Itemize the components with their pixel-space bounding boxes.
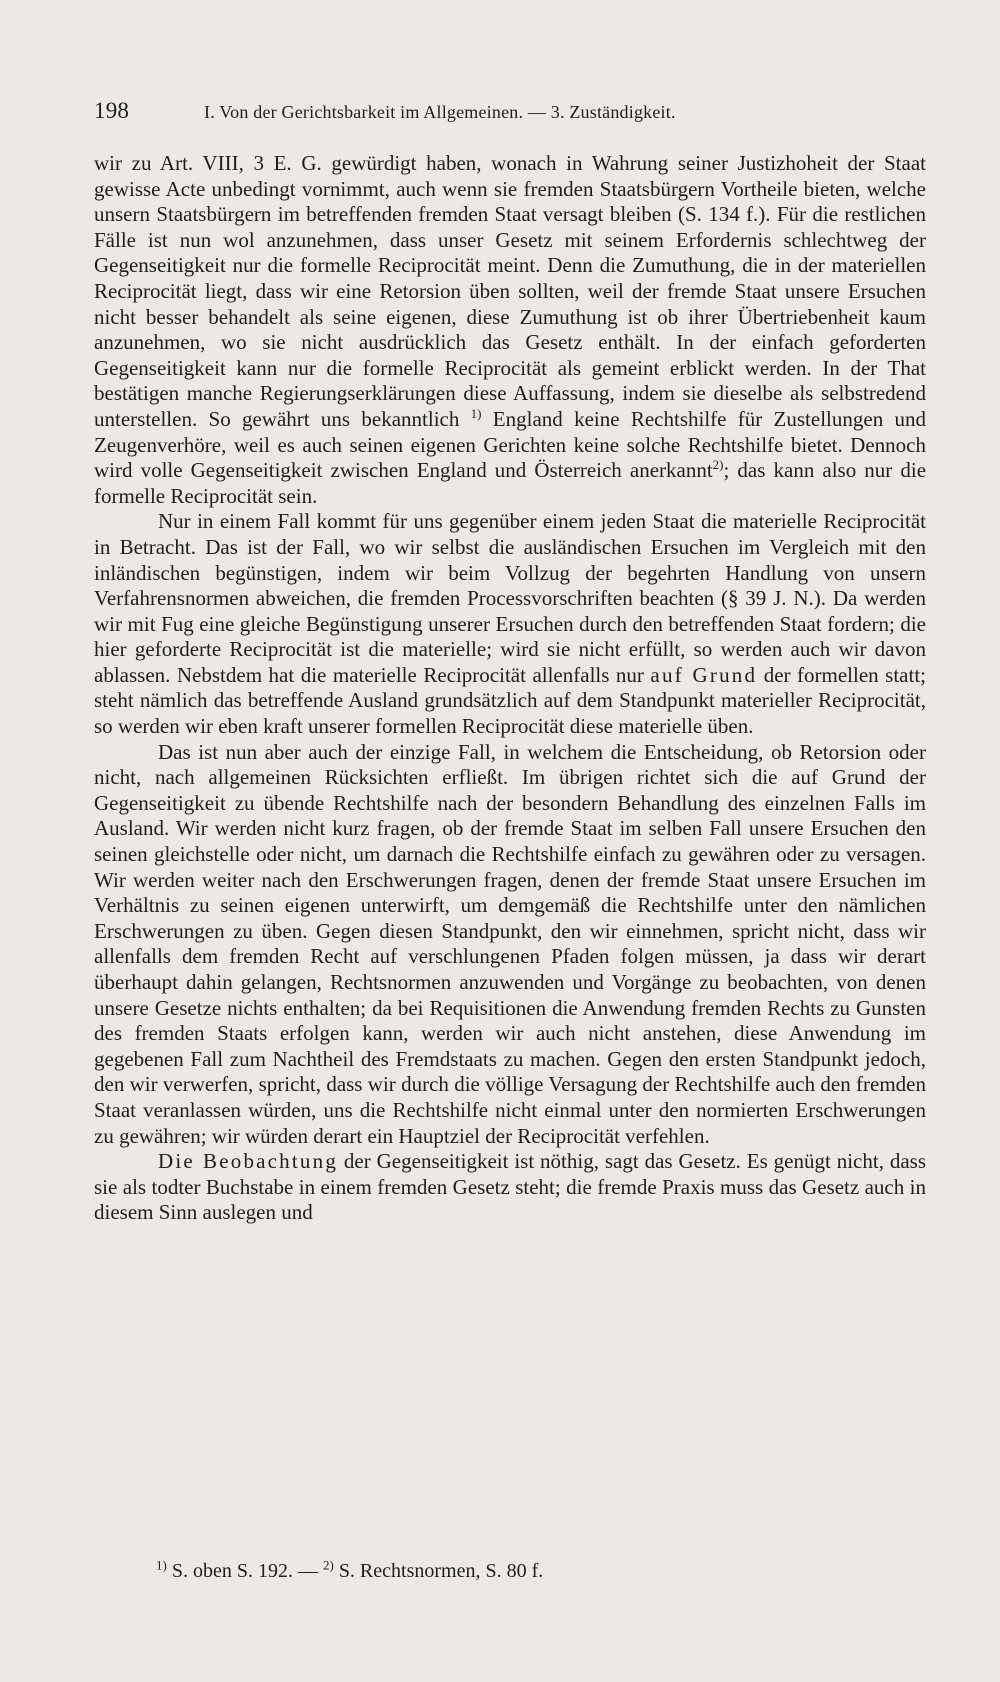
footnote-mark-1: 1) <box>156 1557 167 1573</box>
page-number: 198 <box>94 98 130 123</box>
paragraph-4: Die Beobachtung der Gegenseitigkeit ist nöthig, sagt das Gesetz. Es genügt nicht, dass sie als todter Buchstabe in einem fremden Gesetz steht; die fremde Praxis muss das Gesetz auch in diesem Sinn auslegen und <box>94 1149 927 1225</box>
emphasis-spaced: Die Beobachtung <box>158 1149 339 1174</box>
body-text <box>94 151 926 1226</box>
footnotes <box>94 1559 988 1583</box>
footnote-mark-2: 2) <box>322 1557 334 1573</box>
footnote-2: S. Rechtsnormen, S. 80 f. <box>333 1560 544 1582</box>
footnote-ref-2: 2) <box>712 457 724 473</box>
paragraph-3: Das ist nun aber auch der einzige Fall, in welchem die Entscheidung, ob Retorsion oder nicht, nach allgemeinen Rücksichten erfließt. Im übrigen richtet sich die auf Grund der Gegenseitigkeit zu übende Rechtshilfe nach der besondern Behandlung des einzelnen Falls im Ausland. Wir werden nicht kurz fragen, ob der fremde Staat im selben Fall unsere Ersuchen den seinen gleichstelle oder nicht, um darnach die Rechtshilfe einfach zu gewähren oder zu versagen. Wir werden weiter nach den Erschwerungen fragen, denen der fremde Staat unsere Ersuchen im Verhältnis zu seinen eigenen unterwirft, um demgemäß die Rechtshilfe unter den nämlichen Erschwerungen zu üben. Gegen diesen Standpunkt, den wir einnehmen, spricht nicht, dass wir allenfalls dem fremden Recht auf verschlungenen Pfaden folgen müssen, ja dass wir derart überhaupt dahin gelangen, Rechtsnormen anzuwenden und Vorgänge zu beobachten, von denen unsere Gesetze nichts enthalten; da bei Requisitionen die Anwendung fremden Rechts zu Gunsten des fremden Staats erfolgen kann, werden wir auch nicht anstehen, diese Anwendung im gegebenen Fall zum Nachtheil des Fremdstaats zu machen. Gegen den ersten Standpunkt jedoch, den wir verwerfen, spricht, dass wir durch die völlige Versagung der Rechtshilfe auch den fremden Staat veranlassen würden, uns die Rechtshilfe nicht einmal unter den normierten Erschwerungen zu gewähren; wir würden derart ein Hauptziel der Reciprocität verfehlen. <box>94 739 926 1148</box>
footnote-ref-1: 1) <box>470 405 482 421</box>
paragraph-2: Nur in einem Fall kommt für uns gegenüber einem jeden Staat die materielle Reciprocität in Betracht. Das ist der Fall, wo wir selbst die ausländischen Ersuchen im Vergleich mit den inländischen begünstigen, indem wir beim Vollzug der begehrten Handlung von unsern Verfahrensnormen abweichen, die fremden Processvorschriften beachten (§ 39 J. N.). Da werden wir mit Fug eine gleiche Begünstigung unserer Ersuchen durch den betreffenden Staat fordern; die hier geforderte Reciprocität ist die materielle; wird sie nicht erfüllt, so werden auch wir davon ablassen. Nebstdem hat die materielle Reciprocität allenfalls nur auf Grund der formellen statt; steht nämlich das betreffende Ausland grundsätzlich auf dem Standpunkt materieller Reciprocität, so werden wir eben kraft unserer formellen Reciprocität diese materielle üben. <box>94 509 926 739</box>
footnote-1: S. oben S. 192. — <box>166 1560 323 1582</box>
paragraph-1: wir zu Art. VIII, 3 E. G. gewürdigt haben, wonach in Wahrung seiner Justizhoheit der Staat gewisse Acte unbedingt vornimmt, auch wenn sie fremden Staatsbürgern Vortheile bieten, welche unsern Staatsbürgern im betreffenden fremden Staat versagt bleiben (S. 134 f.). Für die restlichen Fälle ist nun wol anzunehmen, dass unser Gesetz mit seinem Erfordernis schlechtweg der Gegenseitigkeit nur die formelle Reciprocität meint. Denn die Zumuthung, die in der materiellen Reciprocität liegt, dass wir eine Retorsion üben sollten, weil der fremde Staat unsere Ersuchen nicht besser behandelt als seine eigenen, diese Zumuthung ist ob ihrer Übertriebenheit kaum anzunehmen, wo sie nicht ausdrücklich das Gesetz enthält. In der einfach geforderten Gegenseitigkeit kann nur die formelle Reciprocität als gemeint erblickt werden. In der That bestätigen manche Regierungserklärungen diese Auffassung, indem sie dieselbe als selbstredend unterstellen. So gewährt uns bekanntlich $^{1)}$ England keine Rechtshilfe für Zustellungen und Zeugenverhöre, weil es auch seinen eigenen Gerichten keine solche Rechtshilfe bietet. Dennoch wird volle Gegenseitigkeit zwischen England und Österreich anerkannt$^{2)}$; das kann also nur die formelle Reciprocität sein. <box>94 151 927 508</box>
page-header <box>94 98 926 126</box>
running-head: I. Von der Gerichtsbarkeit im Allgemeinen. — 3. Zuständigkeit. <box>204 102 676 122</box>
emphasis-spaced: auf Grund <box>650 662 758 687</box>
